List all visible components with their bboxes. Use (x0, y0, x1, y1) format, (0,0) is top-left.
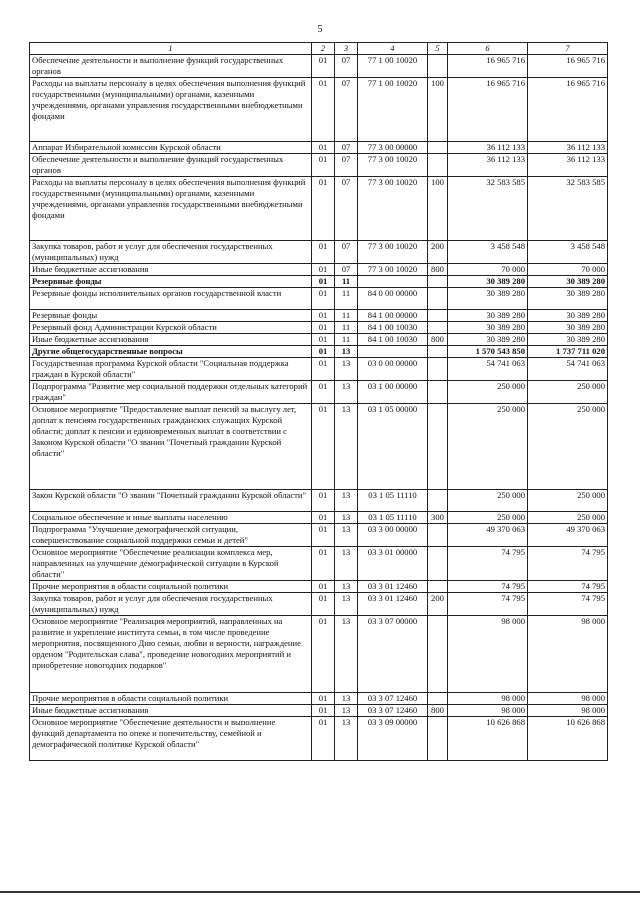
row-amount-year2: 250 000 (528, 512, 608, 524)
row-razdel: 01 (312, 142, 335, 154)
row-target-article: 77 3 00 10020 (358, 177, 428, 241)
row-razdel: 01 (312, 616, 335, 693)
row-expense-type: 800 (428, 264, 448, 276)
row-amount-year1: 74 795 (448, 581, 528, 593)
row-name: Закупка товаров, работ и услуг для обеспечения государственных (муниципальных) нужд (30, 241, 312, 264)
row-podrazdel: 13 (335, 547, 358, 581)
row-expense-type: 300 (428, 512, 448, 524)
row-target-article: 03 1 00 00000 (358, 381, 428, 404)
table-row (30, 78, 608, 142)
table-row (30, 177, 608, 241)
row-amount-year1: 74 795 (448, 547, 528, 581)
budget-table (29, 42, 608, 761)
row-amount-year1: 30 389 280 (448, 288, 528, 310)
table-row (30, 142, 608, 154)
table-row (30, 358, 608, 381)
row-razdel: 01 (312, 547, 335, 581)
row-target-article: 03 3 07 12460 (358, 705, 428, 717)
row-name: Основное мероприятие "Предоставление выплат пенсий за выслугу лет, доплат к пенсиям государственных гражданских служащих Курской области; доплат к пенсии и единовременных выплат в соответствии с Законом Курской области "О звании "Почетный гражданин Курской области" (30, 404, 312, 490)
row-razdel: 01 (312, 177, 335, 241)
row-razdel: 01 (312, 381, 335, 404)
table-row (30, 616, 608, 693)
row-name: Расходы на выплаты персоналу в целях обеспечения выполнения функций государственными (муниципальными) органами, казенными учреждениями, органами управления государственными внебюджетными фондами (30, 177, 312, 241)
row-podrazdel: 07 (335, 142, 358, 154)
row-podrazdel: 11 (335, 276, 358, 288)
row-amount-year1: 250 000 (448, 512, 528, 524)
row-podrazdel: 07 (335, 78, 358, 142)
row-amount-year1: 250 000 (448, 381, 528, 404)
row-name: Резервные фонды (30, 276, 312, 288)
row-podrazdel: 13 (335, 705, 358, 717)
row-amount-year1: 3 458 548 (448, 241, 528, 264)
row-name: Резервный фонд Администрации Курской области (30, 322, 312, 334)
row-amount-year2: 30 389 280 (528, 310, 608, 322)
row-amount-year1: 30 389 280 (448, 276, 528, 288)
row-razdel: 01 (312, 346, 335, 358)
row-amount-year1: 98 000 (448, 616, 528, 693)
row-podrazdel: 13 (335, 524, 358, 547)
row-razdel: 01 (312, 55, 335, 78)
row-amount-year2: 98 000 (528, 693, 608, 705)
row-expense-type (428, 310, 448, 322)
row-podrazdel: 11 (335, 334, 358, 346)
row-target-article: 84 1 00 00000 (358, 310, 428, 322)
row-amount-year1: 98 000 (448, 693, 528, 705)
row-target-article: 77 1 00 10020 (358, 78, 428, 142)
row-target-article: 03 3 01 00000 (358, 547, 428, 581)
row-amount-year2: 250 000 (528, 404, 608, 490)
row-amount-year2: 36 112 133 (528, 154, 608, 177)
row-target-article: 03 3 09 00000 (358, 717, 428, 761)
row-target-article: 77 3 00 10020 (358, 241, 428, 264)
row-expense-type: 800 (428, 705, 448, 717)
table-header-row (30, 43, 608, 55)
row-razdel: 01 (312, 334, 335, 346)
row-name: Аппарат Избирательной комиссии Курской области (30, 142, 312, 154)
row-expense-type: 200 (428, 593, 448, 616)
row-razdel: 01 (312, 154, 335, 177)
row-target-article: 84 1 00 10030 (358, 322, 428, 334)
table-row (30, 55, 608, 78)
table-row (30, 512, 608, 524)
row-razdel: 01 (312, 404, 335, 490)
table-row (30, 593, 608, 616)
row-razdel: 01 (312, 705, 335, 717)
row-target-article: 03 3 00 00000 (358, 524, 428, 547)
row-expense-type (428, 524, 448, 547)
table-row (30, 346, 608, 358)
scan-edge-line (0, 891, 640, 893)
table-row (30, 288, 608, 310)
row-target-article: 03 3 01 12460 (358, 581, 428, 593)
table-row (30, 154, 608, 177)
row-amount-year2: 30 389 280 (528, 288, 608, 310)
row-podrazdel: 11 (335, 310, 358, 322)
row-name: Основное мероприятие "Обеспечение реализации комплекса мер, направленных на улучшение демографической ситуации в Курской области" (30, 547, 312, 581)
row-razdel: 01 (312, 581, 335, 593)
row-expense-type (428, 616, 448, 693)
row-expense-type (428, 717, 448, 761)
row-target-article: 03 1 05 11110 (358, 490, 428, 512)
row-amount-year2: 98 000 (528, 705, 608, 717)
row-expense-type: 200 (428, 241, 448, 264)
row-expense-type (428, 490, 448, 512)
row-amount-year2: 16 965 716 (528, 78, 608, 142)
row-target-article: 03 3 07 12460 (358, 693, 428, 705)
row-target-article: 03 1 05 11110 (358, 512, 428, 524)
row-target-article: 03 3 07 00000 (358, 616, 428, 693)
row-razdel: 01 (312, 490, 335, 512)
header-cell: 2 (312, 43, 335, 55)
row-name: Иные бюджетные ассигнования (30, 334, 312, 346)
row-razdel: 01 (312, 593, 335, 616)
row-podrazdel: 13 (335, 346, 358, 358)
row-expense-type: 100 (428, 177, 448, 241)
row-razdel: 01 (312, 276, 335, 288)
row-podrazdel: 07 (335, 264, 358, 276)
row-amount-year2: 54 741 063 (528, 358, 608, 381)
row-amount-year1: 74 795 (448, 593, 528, 616)
row-expense-type (428, 693, 448, 705)
row-podrazdel: 07 (335, 177, 358, 241)
row-target-article: 03 0 00 00000 (358, 358, 428, 381)
row-name: Прочие мероприятия в области социальной политики (30, 581, 312, 593)
row-name: Основное мероприятие "Реализация мероприятий, направленных на развитие и укрепление института семьи, в том числе проведение мероприятия, посвященного Дню семьи, любви и верности, награждение орденом "Родительская слава", проведение новогодних мероприятий и приобретение новогодних подарков" (30, 616, 312, 693)
row-razdel: 01 (312, 264, 335, 276)
table-row (30, 705, 608, 717)
row-expense-type (428, 404, 448, 490)
row-razdel: 01 (312, 288, 335, 310)
row-razdel: 01 (312, 512, 335, 524)
row-podrazdel: 11 (335, 288, 358, 310)
row-amount-year1: 16 965 716 (448, 78, 528, 142)
row-amount-year2: 74 795 (528, 593, 608, 616)
table-row (30, 404, 608, 490)
table-row (30, 717, 608, 761)
row-amount-year2: 16 965 716 (528, 55, 608, 78)
row-expense-type (428, 381, 448, 404)
row-name: Прочие мероприятия в области социальной политики (30, 693, 312, 705)
row-amount-year1: 250 000 (448, 490, 528, 512)
row-expense-type (428, 288, 448, 310)
row-razdel: 01 (312, 78, 335, 142)
row-amount-year2: 1 737 711 020 (528, 346, 608, 358)
header-cell: 7 (528, 43, 608, 55)
row-target-article (358, 346, 428, 358)
row-podrazdel: 07 (335, 55, 358, 78)
row-amount-year2: 70 000 (528, 264, 608, 276)
row-expense-type (428, 276, 448, 288)
row-podrazdel: 13 (335, 581, 358, 593)
table-row (30, 310, 608, 322)
row-target-article: 84 0 00 00000 (358, 288, 428, 310)
row-amount-year1: 250 000 (448, 404, 528, 490)
row-expense-type (428, 547, 448, 581)
row-amount-year2: 30 389 280 (528, 322, 608, 334)
row-target-article: 03 3 01 12460 (358, 593, 428, 616)
row-name: Иные бюджетные ассигнования (30, 264, 312, 276)
row-target-article: 77 3 00 10020 (358, 264, 428, 276)
table-row (30, 524, 608, 547)
row-amount-year1: 49 370 063 (448, 524, 528, 547)
row-amount-year1: 36 112 133 (448, 154, 528, 177)
row-amount-year2: 49 370 063 (528, 524, 608, 547)
table-body (30, 55, 608, 761)
row-expense-type: 800 (428, 334, 448, 346)
table-row (30, 334, 608, 346)
row-amount-year1: 16 965 716 (448, 55, 528, 78)
row-amount-year2: 250 000 (528, 381, 608, 404)
row-name: Закон Курской области "О звании "Почетный гражданин Курской области" (30, 490, 312, 512)
row-target-article (358, 276, 428, 288)
row-name: Обеспечение деятельности и выполнение функций государственных органов (30, 154, 312, 177)
table-row (30, 241, 608, 264)
row-expense-type (428, 55, 448, 78)
row-amount-year2: 3 458 548 (528, 241, 608, 264)
row-razdel: 01 (312, 524, 335, 547)
header-cell: 6 (448, 43, 528, 55)
row-amount-year2: 74 795 (528, 581, 608, 593)
row-razdel: 01 (312, 322, 335, 334)
table-row (30, 490, 608, 512)
row-target-article: 84 1 00 10030 (358, 334, 428, 346)
row-name: Социальное обеспечение и иные выплаты населению (30, 512, 312, 524)
row-amount-year1: 54 741 063 (448, 358, 528, 381)
row-amount-year2: 250 000 (528, 490, 608, 512)
row-name: Подпрограмма "Развитие мер социальной поддержки отдельных категорий граждан" (30, 381, 312, 404)
row-amount-year2: 36 112 133 (528, 142, 608, 154)
row-amount-year1: 32 583 585 (448, 177, 528, 241)
header-cell: 3 (335, 43, 358, 55)
row-expense-type: 100 (428, 78, 448, 142)
row-podrazdel: 13 (335, 512, 358, 524)
row-name: Иные бюджетные ассигнования (30, 705, 312, 717)
row-razdel: 01 (312, 717, 335, 761)
row-podrazdel: 13 (335, 404, 358, 490)
row-razdel: 01 (312, 310, 335, 322)
row-amount-year2: 32 583 585 (528, 177, 608, 241)
row-name: Обеспечение деятельности и выполнение функций государственных органов (30, 55, 312, 78)
row-amount-year1: 36 112 133 (448, 142, 528, 154)
row-amount-year2: 10 626 868 (528, 717, 608, 761)
table-row (30, 693, 608, 705)
row-podrazdel: 07 (335, 241, 358, 264)
row-amount-year1: 30 389 280 (448, 334, 528, 346)
row-amount-year1: 98 000 (448, 705, 528, 717)
row-expense-type (428, 346, 448, 358)
row-name: Закупка товаров, работ и услуг для обеспечения государственных (муниципальных) нужд (30, 593, 312, 616)
table-row (30, 381, 608, 404)
table-row (30, 322, 608, 334)
row-razdel: 01 (312, 241, 335, 264)
row-amount-year2: 74 795 (528, 547, 608, 581)
table-row (30, 264, 608, 276)
header-cell: 1 (30, 43, 312, 55)
table-row (30, 581, 608, 593)
row-podrazdel: 07 (335, 154, 358, 177)
row-amount-year1: 30 389 280 (448, 310, 528, 322)
row-podrazdel: 13 (335, 358, 358, 381)
row-podrazdel: 11 (335, 322, 358, 334)
row-target-article: 77 3 00 10020 (358, 154, 428, 177)
row-razdel: 01 (312, 358, 335, 381)
row-amount-year1: 30 389 280 (448, 322, 528, 334)
row-expense-type (428, 581, 448, 593)
row-podrazdel: 13 (335, 381, 358, 404)
row-podrazdel: 13 (335, 616, 358, 693)
row-name: Резервные фонды (30, 310, 312, 322)
row-target-article: 77 1 00 10020 (358, 55, 428, 78)
page-number: 5 (317, 24, 323, 35)
row-target-article: 77 3 00 00000 (358, 142, 428, 154)
header-cell: 5 (428, 43, 448, 55)
row-amount-year1: 10 626 868 (448, 717, 528, 761)
row-name: Подпрограмма "Улучшение демографической ситуации, совершенствование социальной поддержки семьи и детей" (30, 524, 312, 547)
row-podrazdel: 13 (335, 717, 358, 761)
row-name: Другие общегосударственные вопросы (30, 346, 312, 358)
table-row (30, 547, 608, 581)
header-cell: 4 (358, 43, 428, 55)
row-amount-year1: 1 570 543 850 (448, 346, 528, 358)
row-amount-year2: 30 389 280 (528, 334, 608, 346)
row-name: Расходы на выплаты персоналу в целях обеспечения выполнения функций государственными (муниципальными) органами, казенными учреждениями, органами управления государственными внебюджетными фондами (30, 78, 312, 142)
row-name: Основное мероприятие "Обеспечение деятельности и выполнение функций департамента по опеке и попечительству, семейной и демографической политике Курской области" (30, 717, 312, 761)
row-podrazdel: 13 (335, 693, 358, 705)
row-target-article: 03 1 05 00000 (358, 404, 428, 490)
row-amount-year1: 70 000 (448, 264, 528, 276)
row-podrazdel: 13 (335, 593, 358, 616)
table-row (30, 276, 608, 288)
row-name: Резервные фонды исполнительных органов государственной власти (30, 288, 312, 310)
row-expense-type (428, 358, 448, 381)
row-expense-type (428, 142, 448, 154)
row-podrazdel: 13 (335, 490, 358, 512)
row-expense-type (428, 154, 448, 177)
row-expense-type (428, 322, 448, 334)
row-amount-year2: 30 389 280 (528, 276, 608, 288)
row-amount-year2: 98 000 (528, 616, 608, 693)
row-razdel: 01 (312, 693, 335, 705)
row-name: Государственная программа Курской области "Социальная поддержка граждан в Курской области" (30, 358, 312, 381)
